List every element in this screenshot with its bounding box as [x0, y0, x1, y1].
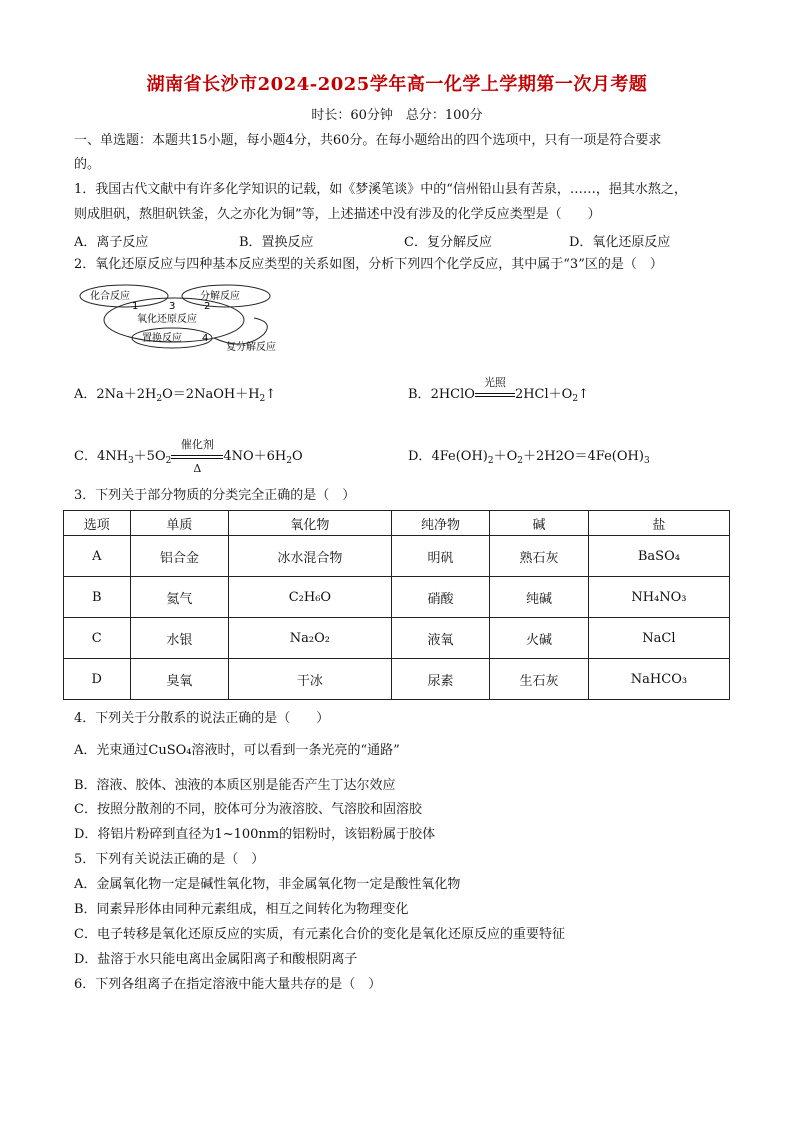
region-4: 4	[202, 333, 209, 344]
table-cell: 冰水混合物	[229, 536, 392, 577]
table-cell: D	[64, 659, 131, 700]
q4-option-c[interactable]: C．按照分散剂的不同，胶体可分为液溶胶、气溶胶和固溶胶	[74, 802, 422, 817]
table-row	[64, 536, 730, 577]
q1-stem-line1: 1．我国古代文献中有许多化学知识的记载，如《梦溪笔谈》中的“信州铅山县有苦泉，……，挹其水熬之，	[74, 182, 687, 197]
table-header: 单质	[130, 511, 229, 536]
table-cell: 明矾	[391, 536, 490, 577]
q2-option-d[interactable]: D．$4Fe(OH)_2+O_2+2H2O=4Fe(OH)_3$	[408, 449, 650, 466]
q2-stem: 2．氧化还原反应与四种基本反应类型的关系如图，分析下列四个化学反应，其中属于“3”区的是（ ）	[74, 257, 663, 272]
table-row	[64, 618, 730, 659]
table-cell: 纯碱	[490, 577, 589, 618]
q1-option-c[interactable]: C．复分解反应	[404, 235, 492, 250]
q4-option-a[interactable]: A．光束通过CuSO₄溶液时，可以看到一条光亮的“通路”	[74, 743, 400, 758]
table-cell: 生石灰	[490, 659, 589, 700]
table-header: 选项	[64, 511, 131, 536]
q1-options	[74, 231, 734, 250]
q2-option-c[interactable]: C．$4NH_3+5O_2$ 催化剂 Δ $4NO+6H_2O$	[74, 438, 303, 475]
region-1: 1	[132, 301, 139, 312]
region-2: 2	[204, 301, 211, 312]
table-cell: 尿素	[391, 659, 490, 700]
q2-option-a[interactable]: A．$2Na+2H_2O=2NaOH+H_2↑$	[74, 387, 277, 404]
q6-stem: 6．下列各组离子在指定溶液中能大量共存的是（ ）	[74, 977, 382, 992]
table-row	[64, 659, 730, 700]
q1-option-a[interactable]: A．离子反应	[74, 235, 149, 250]
section-instruction-line2: 的。	[74, 157, 101, 172]
table-cell: NH₄NO₃	[588, 577, 729, 618]
table-row	[64, 577, 730, 618]
q1-option-d[interactable]: D．氧化还原反应	[569, 235, 671, 250]
exam-duration-score: 时长：60分钟 总分：100分	[311, 108, 483, 123]
table-header: 氧化物	[229, 511, 392, 536]
classification-table	[63, 510, 730, 700]
label-replacement: 置换反应	[142, 333, 182, 344]
table-cell: BaSO₄	[588, 536, 729, 577]
q4-option-b[interactable]: B．溶液、胶体、浊液的本质区别是能否产生丁达尔效应	[74, 778, 396, 793]
table-cell: A	[64, 536, 131, 577]
label-double-decomp: 复分解反应	[226, 342, 276, 353]
q1-option-b[interactable]: B．置换反应	[239, 235, 314, 250]
label-redox: 氧化还原反应	[137, 314, 197, 325]
table-cell: 硝酸	[391, 577, 490, 618]
table-cell: NaHCO₃	[588, 659, 729, 700]
q4-option-d[interactable]: D．将铝片粉碎到直径为1~100nm的铝粉时，该铝粉属于胶体	[74, 827, 436, 842]
table-cell: B	[64, 577, 131, 618]
label-decomposition: 分解反应	[200, 291, 240, 302]
q5-option-b[interactable]: B．同素异形体由同种元素组成，相互之间转化为物理变化	[74, 902, 409, 917]
table-cell: 臭氧	[130, 659, 229, 700]
table-cell: 液氧	[391, 618, 490, 659]
q1-stem-line2: 则成胆矾，熬胆矾铁釜，久之亦化为铜”等，上述描述中没有涉及的化学反应类型是（ ）	[74, 207, 601, 222]
q5-stem: 5．下列有关说法正确的是（ ）	[74, 852, 265, 867]
double-decomp-arrow	[214, 318, 267, 344]
label-combination: 化合反应	[90, 291, 130, 302]
table-cell: Na₂O₂	[229, 618, 392, 659]
region-3: 3	[169, 301, 176, 312]
table-cell: NaCl	[588, 618, 729, 659]
table-cell: 熟石灰	[490, 536, 589, 577]
table-cell: 干冰	[229, 659, 392, 700]
reaction-types-diagram	[74, 282, 314, 358]
q5-option-d[interactable]: D．盐溶于水只能电离出金属阳离子和酸根阴离子	[74, 952, 358, 967]
q5-option-a[interactable]: A．金属氧化物一定是碱性氧化物，非金属氧化物一定是酸性氧化物	[74, 877, 461, 892]
table-header: 纯净物	[391, 511, 490, 536]
q5-option-c[interactable]: C．电子转移是氧化还原反应的实质，有元素化合价的变化是氧化还原反应的重要特征	[74, 927, 565, 942]
section-instruction-line1: 一、单选题：本题共15小题，每小题4分，共60分。在每小题给出的四个选项中，只有一项是符合要求	[74, 133, 662, 148]
table-header-row	[64, 511, 730, 536]
table-header: 盐	[588, 511, 729, 536]
page-title: 湖南省长沙市2024-2025学年高一化学上学期第一次月考题	[146, 74, 648, 95]
q4-stem: 4．下列关于分散系的说法正确的是（ ）	[74, 711, 330, 726]
table-cell: C	[64, 618, 131, 659]
q2-option-b[interactable]: B．2HClO 光照 $2HCl+O_2↑$	[408, 376, 589, 404]
table-header: 碱	[490, 511, 589, 536]
table-cell: 火碱	[490, 618, 589, 659]
table-cell: 铝合金	[130, 536, 229, 577]
q3-stem: 3．下列关于部分物质的分类完全正确的是（ ）	[74, 488, 356, 503]
table-cell: C₂H₆O	[229, 577, 392, 618]
table-cell: 氦气	[130, 577, 229, 618]
table-cell: 水银	[130, 618, 229, 659]
